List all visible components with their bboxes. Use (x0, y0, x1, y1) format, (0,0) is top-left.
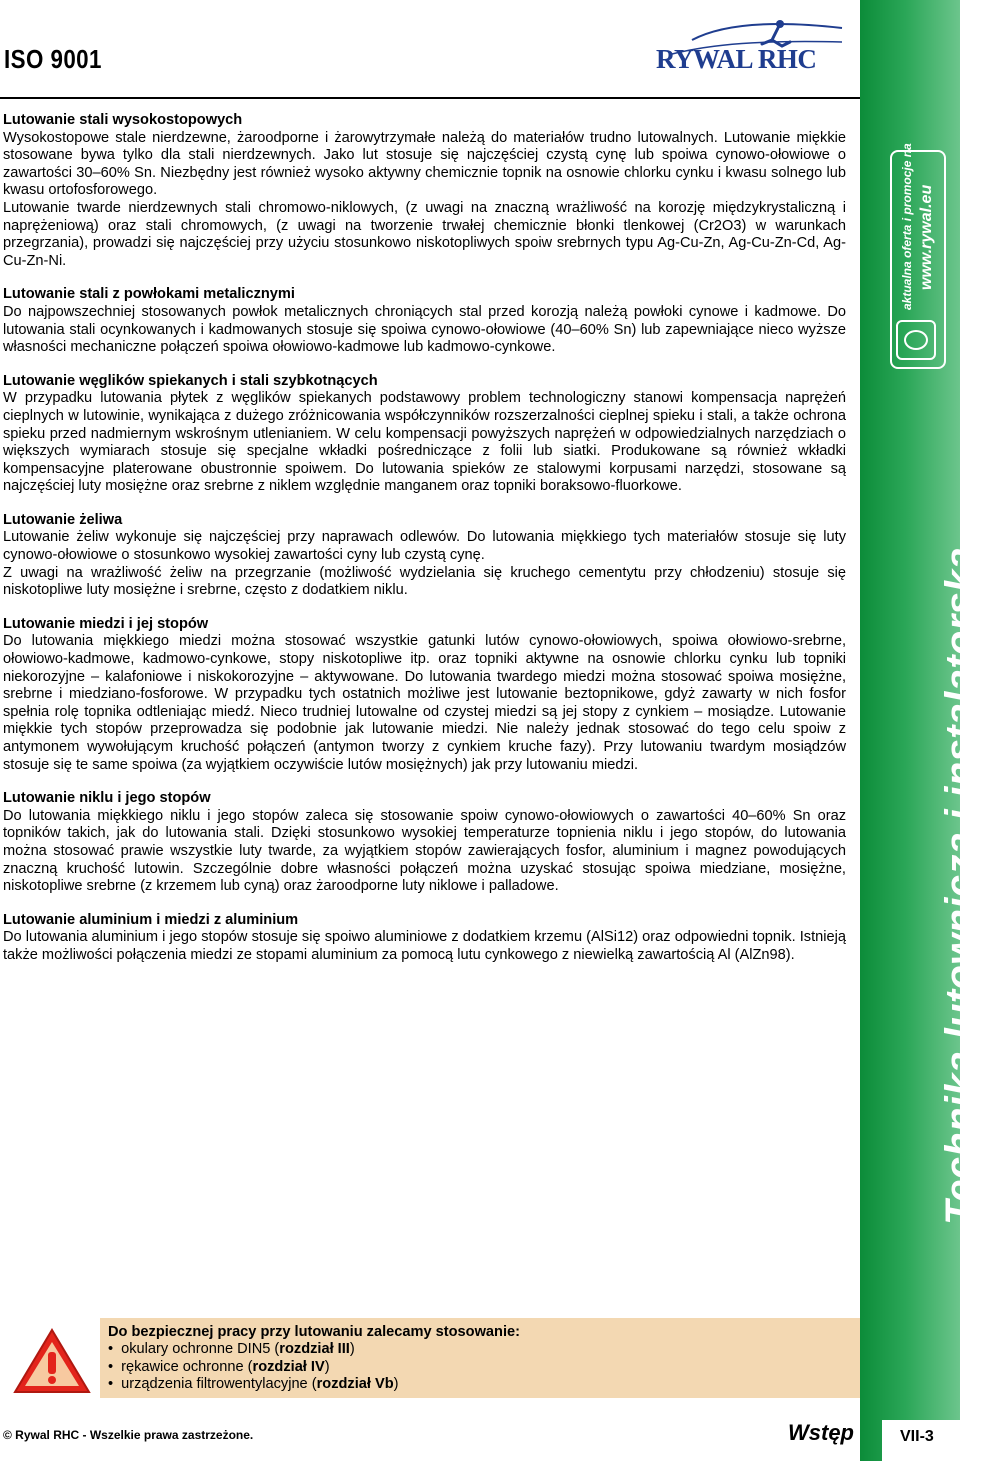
section-heading: Lutowanie miedzi i jej stopów (3, 615, 209, 632)
page-header (0, 0, 860, 98)
main-content (3, 112, 846, 981)
paragraph: Do lutowania miękkiego miedzi można stosować wszystkie gatunki lutów cynowo-ołowiowych, spoiwa ołowiowo-srebrne, ołowiowo-kadmowe, kadmowo-cynkowe, stopy niskotopliwe itp. oraz topniki aktywne na osnowie chlorku cynku lub topniki niekorozyjne – kalafoniowe i niskokorozyjne – aktywowane. Do lutowania twardego miedzi można stosować spoiwa mosiężne, srebrne i miedziano-fosforowe. W przypadku tych ostatnich możliwe jest lutowanie beztopnikowe, gdyż zawarty w nich fosfor spełnia rolę topnika odtleniając miedź. Nieco trudniej lutowalne od czystej miedzi są jej stopy z cynkiem – mosiądze. Lutowanie miękkie tych stopów przeprowadza się podobnie jak lutowanie miedzi. Nie należy jednak stosować do tego celu spoiw z antymonem wywołującym kruchość połączeń (antymon tworzy z cynkiem kruche fazy). Przy lutowaniu twardym mosiądzów stosuje się te same spoiwa (za wyjątkiem oczywiście lutów mosiężnych) jak przy lutowaniu miedzi. (3, 633, 846, 773)
section-heading: Lutowanie stali z powłokami metalicznymi (3, 286, 295, 303)
paragraph: Do lutowania miękkiego niklu i jego stopów zaleca się stosowanie spoiw cynowo-ołowiowych o zawartości 40–60% Sn oraz topników takich, jak do lutowania stali. Dzięki stosunkowo wysokiej temperaturze topnienia niklu i jego stopów, do lutowania można stosować prawie wszystkie luty twarde, za wyjątkiem stopów zawierających fosfor, aluminium i magnez powodujących znaczną kruchość lutowin. Szczególnie dobre własności połączeń można uzyskać stosując spoiwa miedziane, mosiężne, niskotopliwe srebrne (z krzemem lub cyną) oraz żaroodporne luty niklowe i palladowe. (3, 807, 846, 895)
promo-text: aktualna oferta i promocje na (900, 143, 914, 310)
list-item: • okulary ochronne DIN5 (rozdział III) (108, 1341, 520, 1358)
section-coated-steel (3, 286, 846, 356)
paragraph: Wysokostopowe stale nierdzewne, żaroodporne i żarowytrzymałe należą do materiałów trudno lutowalnych. Lutowanie miękkie stosowane bywa tylko dla stali nierdzewnych. Jako lut stosuje się najczęściej czystą cynę lub spoiwa cynowo-ołowiowe o zawartości 30–60% Sn. Niezbędny jest również wysoko aktywny chemicznie topnik na osnowie chlorku cynku i kwasu solnego lub kwasu ortofosforowego. (3, 129, 846, 199)
notice-heading: Do bezpiecznej pracy przy lutowaniu zalecamy stosowanie: (108, 1324, 520, 1340)
sidebar-title: Technika lutownicza i instalatorska (938, 546, 982, 1225)
safety-notice-text (108, 1324, 520, 1394)
list-item: • urządzenia filtrowentylacyjne (rozdział Vb) (108, 1376, 520, 1393)
paragraph: Lutowanie żeliw wykonuje się najczęściej przy naprawach odlewów. Do lutowania miękkiego tych materiałów stosuje się luty cynowo-ołowiowe o stosunkowo wysokiej zawartości cyny lub czystą cynę. (3, 529, 846, 564)
footer-copyright: © Rywal RHC - Wszelkie prawa zastrzeżone. (3, 1428, 254, 1442)
notice-list (108, 1341, 520, 1393)
paragraph: Do lutowania aluminium i jego stopów stosuje się spoiwo aluminiowe z dodatkiem krzemu (AlSi12) oraz odpowiedni topnik. Istnieją także możliwości połączenia miedzi ze stopami aluminium za pomocą lutu cynkowego z niewielką zawartością Al (AlZn98). (3, 929, 846, 963)
warning-icon (12, 1326, 92, 1396)
paragraph: Do najpowszechniej stosowanych powłok metalicznych chroniących stal przed korozją należą powłoki cynowe i kadmowe. Do lutowania stali ocynkowanych i kadmowanych stosuje się spoiwa cynowo-ołowiowe (40–60% Sn) lub zapewniające nieco wyższe własności mechaniczne połączeń spoiwa ołowiowo-kadmowe lub kadmowo-cynkowe. (3, 303, 846, 356)
section-stainless-steel (3, 112, 846, 270)
footer-page-number: VII-3 (900, 1428, 934, 1445)
section-heading: Lutowanie aluminium i miedzi z aluminium (3, 911, 299, 928)
paragraph: W przypadku lutowania płytek z węglików spiekanych podstawowy problem technologiczny stanowi kompensacja naprężeń cieplnych w lutowinie, wynikająca z dużego zróżnicowania współczynników rozszerzalności cieplnej spieku i stali, a także ochrona spieku przed nadmiernym wskrośnym utlenianiem. W celu kompensacji powyższych naprężeń w odpowiedzialnych narzędziach o większych wymiarach stosuje się specjalne wkładki pośredniczące z folii lub siatki. Produkowane są również wkładki kompensacyjne platerowane obustronnie spoiwem. Do lutowania spieków ze stalowymi korpusami narzędzi, stosowane są najczęściej luty mosiężne oraz srebrne z niklem względnie manganem oraz topniki boraksowo-fluorkowe. (3, 390, 846, 495)
paragraph: Z uwagi na wrażliwość żeliw na przegrzanie (możliwość wydzielania się kruchego cementytu przy chłodzeniu) stosuje się niskotopliwe luty mosiężne i srebrne, często z dodatkiem niklu. (3, 564, 846, 599)
section-carbides (3, 373, 846, 496)
section-aluminium (3, 912, 846, 965)
section-heading: Lutowanie żeliwa (3, 511, 123, 528)
rywal-badge-icon (896, 320, 936, 360)
section-nickel (3, 790, 846, 896)
rywal-logo (652, 14, 852, 84)
section-copper (3, 616, 846, 774)
paragraph: Lutowanie twarde nierdzewnych stali chromowo-niklowych, (z uwagi na znaczną wrażliwość na korozję międzykrystaliczną i naprężeniową) oraz stali chromowych, (z uwagi na tworzenie trwałej chemicznie błonki tlenkowej (Cr2O3) w warunkach przegrzania), prowadzi się najczęściej przy użyciu stosunkowo niskotopliwych spoiw srebrnych typu Ag-Cu-Zn, Ag-Cu-Zn-Cd, Ag-Cu-Zn-Ni. (3, 199, 846, 269)
promo-url[interactable]: www.rywal.eu (918, 184, 935, 290)
footer-section-name: Wstęp (788, 1420, 854, 1445)
logo-text: RYWAL RHC (656, 44, 817, 74)
section-heading: Lutowanie stali wysokostopowych (3, 112, 243, 128)
section-cast-iron (3, 512, 846, 600)
section-heading: Lutowanie niklu i jego stopów (3, 790, 211, 807)
header-rule (0, 97, 860, 99)
list-item: • rękawice ochronne (rozdział IV) (108, 1359, 520, 1376)
section-heading: Lutowanie węglików spiekanych i stali szybkotnących (3, 372, 378, 389)
iso-label: ISO 9001 (4, 44, 102, 74)
